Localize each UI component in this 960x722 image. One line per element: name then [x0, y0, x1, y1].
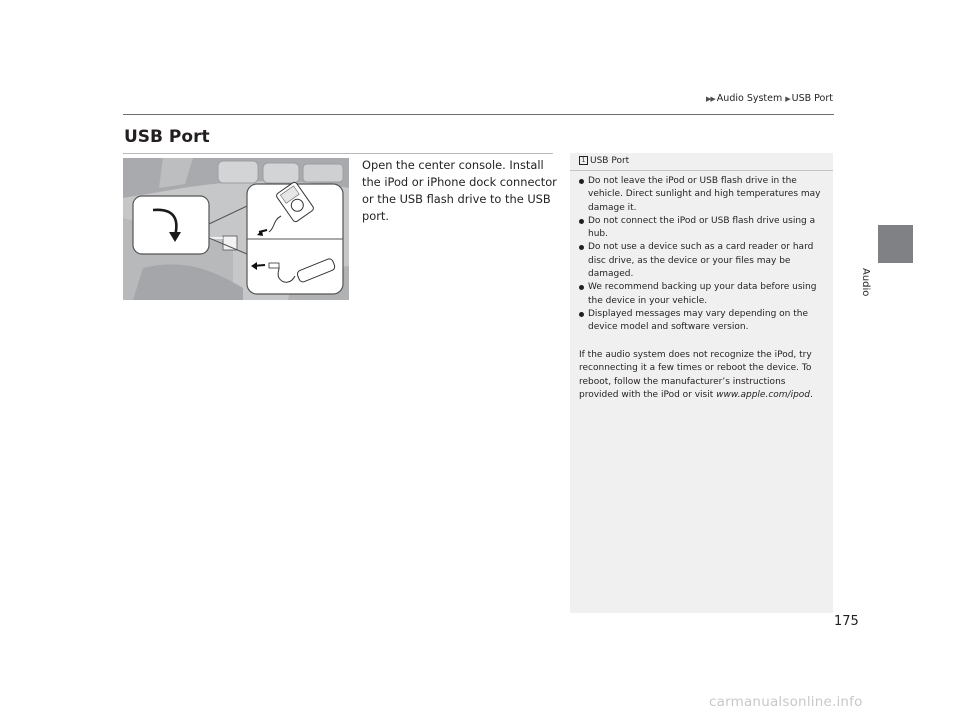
bullet-icon — [579, 285, 584, 290]
triangle-icon: ▶ — [785, 95, 790, 103]
list-item: Displayed messages may vary depending on the device model and software version. — [579, 308, 823, 335]
console-drawing — [123, 158, 349, 300]
title-rule — [123, 153, 553, 154]
watermark: carmanualsonline.info — [709, 694, 863, 710]
bullet-icon — [579, 312, 584, 317]
breadcrumb-audio-system[interactable]: Audio System — [716, 93, 783, 104]
apple-ipod-link[interactable]: www.apple.com/ipod — [716, 389, 811, 400]
list-item: Do not leave the iPod or USB flash drive in the vehicle. Direct sunlight and high temperatures may damage it. — [579, 175, 823, 215]
note-rule — [570, 170, 833, 171]
note-paragraph: If the audio system does not recognize the iPod, try reconnecting it a few times or reboot the device. To reboot, follow the manufacturer’s instructions provided with the iPod or visit www.apple.com/ipod. — [579, 350, 813, 400]
bullet-icon — [579, 219, 584, 224]
note-title: USB Port — [590, 156, 630, 166]
usb-port-illustration — [123, 158, 349, 300]
list-item: Do not connect the iPod or USB flash drive using a hub. — [579, 215, 823, 242]
bullet-icon — [579, 245, 584, 250]
reference-mark-icon: 1 — [579, 156, 588, 165]
breadcrumb-usb-port[interactable]: USB Port — [791, 93, 833, 104]
note-bullet-list — [579, 175, 823, 335]
list-item: Do not use a device such as a card reader or hard disc drive, as the device or your files may be damaged. — [579, 241, 823, 281]
page-title: USB Port — [124, 127, 210, 147]
page-number: 175 — [834, 614, 859, 629]
note-heading — [579, 156, 629, 166]
double-triangle-icon: ▶▶ — [706, 95, 715, 103]
header-rule — [123, 114, 834, 115]
list-item: We recommend backing up your data before using the device in your vehicle. — [579, 281, 823, 308]
breadcrumb — [706, 93, 833, 104]
body-text: Open the center console. Install the iPod or iPhone dock connector or the USB flash drive to the USB port. — [362, 158, 557, 223]
side-tab — [878, 225, 913, 263]
side-tab-label: Audio — [860, 268, 871, 297]
bullet-icon — [579, 179, 584, 184]
note-panel — [570, 153, 833, 613]
